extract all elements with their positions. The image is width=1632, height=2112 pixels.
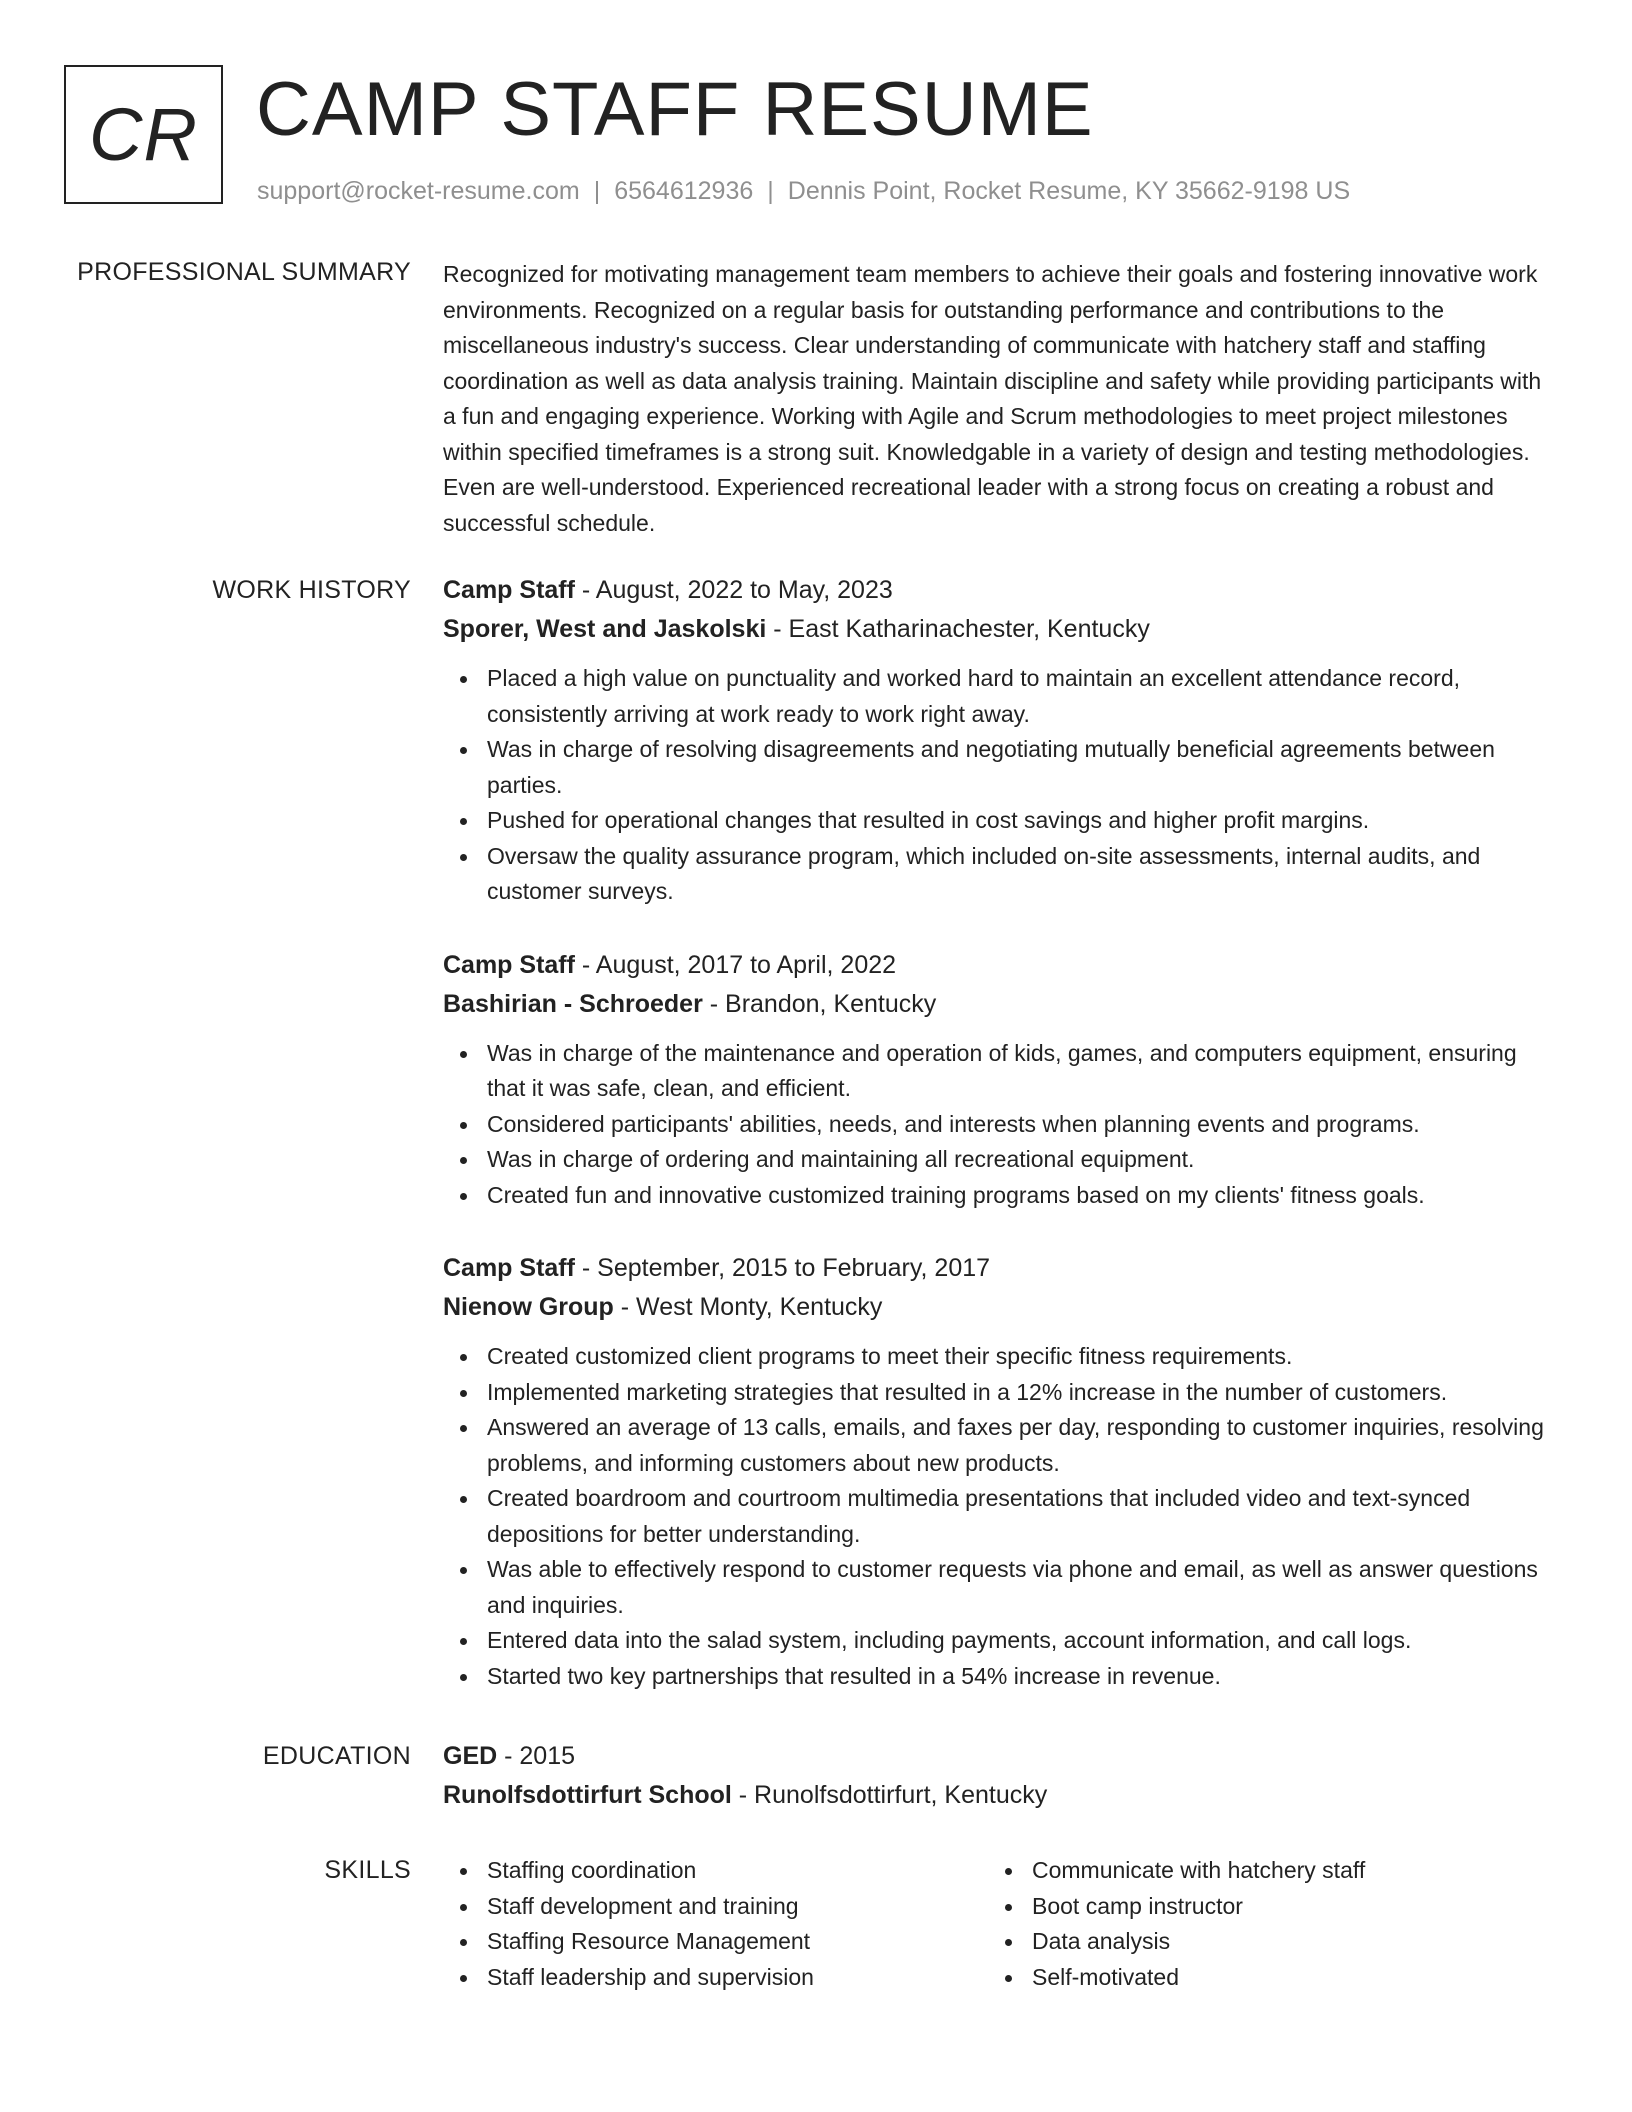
education-body [443, 1737, 1558, 1815]
job-title-line [443, 571, 1558, 610]
skill-item: Communicate with hatchery staff [1032, 1853, 1533, 1889]
job-company: Bashirian - Schroeder [443, 989, 703, 1018]
skills-grid [443, 1853, 1558, 1995]
section-label-education: EDUCATION [262, 1742, 411, 1770]
job-bullet-list [443, 1339, 1558, 1694]
job-dates: - September, 2015 to February, 2017 [574, 1254, 991, 1282]
skill-item: Staff development and training [487, 1889, 988, 1925]
skill-item: Boot camp instructor [1032, 1889, 1533, 1925]
job-location: - Brandon, Kentucky [702, 989, 937, 1018]
job-entry [443, 946, 1558, 1214]
education-school-line [443, 1776, 1558, 1815]
contact-address: Dennis Point, Rocket Resume, KY 35662-9198 US [787, 177, 1351, 205]
job-company-line [443, 1288, 1558, 1327]
skill-item: Data analysis [1032, 1924, 1533, 1960]
job-title: Camp Staff [443, 950, 575, 979]
summary-text: Recognized for motivating management team members to achieve their goals and fostering innovative work environments. Recognized on a regular basis for outstanding performance and contributions to the miscellaneous industry's success. Clear understanding of communicate with hatchery staff and staffing coordination as well as data analysis training. Maintain discipline and safety while providing participants with a fun and engaging experience. Working with Agile and Scrum methodologies to meet project milestones within specified timeframes is a strong suit. Knowledgable in a variety of design and testing methodologies. Even are well-understood. Experienced recreational leader with a strong focus on creating a robust and successful schedule. [443, 261, 1542, 536]
skills-list-left [443, 1853, 988, 1995]
job-company-line [443, 985, 1558, 1024]
job-bullet-item: Was in charge of ordering and maintaining all recreational equipment. [487, 1142, 1558, 1178]
skills-list-right [988, 1853, 1533, 1995]
job-location: - East Katharinachester, Kentucky [766, 615, 1150, 643]
summary-body [443, 257, 1558, 541]
job-bullet-item: Implemented marketing strategies that resulted in a 12% increase in the number of customers. [487, 1375, 1558, 1411]
job-location: - West Monty, Kentucky [613, 1293, 883, 1321]
job-bullet-item: Was in charge of the maintenance and operation of kids, games, and computers equipment, ensuring that it was safe, clean, and efficient. [487, 1036, 1558, 1107]
job-bullet-item: Oversaw the quality assurance program, which included on-site assessments, internal audits, and customer surveys. [487, 839, 1558, 910]
education-location: - Runolfsdottirfurt, Kentucky [731, 1781, 1048, 1809]
skill-item: Staffing coordination [487, 1853, 988, 1889]
job-company-line [443, 610, 1558, 649]
resume-header [64, 65, 1564, 210]
job-bullet-item: Was able to effectively respond to customer requests via phone and email, as well as answer questions and inquiries. [487, 1552, 1558, 1623]
section-label-work-history: WORK HISTORY [212, 576, 411, 604]
skill-item: Staff leadership and supervision [487, 1960, 988, 1996]
section-label-summary: PROFESSIONAL SUMMARY [77, 258, 411, 286]
education-year: - 2015 [497, 1742, 576, 1770]
job-dates: - August, 2022 to May, 2023 [574, 576, 893, 604]
work-history-body [443, 571, 1558, 1730]
section-label-skills: SKILLS [324, 1856, 411, 1884]
skill-item: Self-motivated [1032, 1960, 1533, 1996]
job-title-line [443, 946, 1558, 985]
skills-column-right [988, 1853, 1533, 1995]
job-bullet-item: Placed a high value on punctuality and worked hard to maintain an excellent attendance record, consistently arriving at work ready to work right away. [487, 661, 1558, 732]
job-bullet-item: Answered an average of 13 calls, emails, and faxes per day, responding to customer inquiries, resolving problems, and informing customers about new products. [487, 1410, 1558, 1481]
job-bullet-item: Considered participants' abilities, needs, and interests when planning events and programs. [487, 1107, 1558, 1143]
job-entry [443, 1249, 1558, 1694]
job-bullet-item: Created fun and innovative customized training programs based on my clients' fitness goals. [487, 1178, 1558, 1214]
job-dates: - August, 2017 to April, 2022 [574, 950, 897, 979]
education-degree-line [443, 1737, 1558, 1776]
job-bullet-list [443, 1036, 1558, 1214]
job-company: Sporer, West and Jaskolski [443, 615, 767, 643]
contact-separator: | [593, 177, 601, 205]
skill-item: Staffing Resource Management [487, 1924, 988, 1960]
skills-body [443, 1853, 1558, 1995]
job-bullet-item: Entered data into the salad system, including payments, account information, and call logs. [487, 1623, 1558, 1659]
page-title: CAMP STAFF RESUME [256, 67, 1094, 152]
job-bullet-item: Created customized client programs to meet their specific fitness requirements. [487, 1339, 1558, 1375]
monogram-logo: CR [64, 65, 223, 204]
contact-line [257, 175, 1350, 207]
skills-column-left [443, 1853, 988, 1995]
job-bullet-list [443, 661, 1558, 910]
education-degree: GED [443, 1742, 498, 1770]
contact-phone: 6564612936 [614, 177, 754, 205]
contact-separator: | [767, 177, 774, 205]
job-entry [443, 571, 1558, 910]
contact-email: support@rocket-resume.com [257, 177, 580, 205]
job-bullet-item: Started two key partnerships that resulted in a 54% increase in revenue. [487, 1659, 1558, 1695]
education-school: Runolfsdottirfurt School [443, 1781, 732, 1809]
job-title: Camp Staff [443, 576, 575, 604]
job-title-line [443, 1249, 1558, 1288]
job-company: Nienow Group [443, 1293, 614, 1321]
job-bullet-item: Pushed for operational changes that resulted in cost savings and higher profit margins. [487, 803, 1558, 839]
job-bullet-item: Was in charge of resolving disagreements and negotiating mutually beneficial agreements between parties. [487, 732, 1558, 803]
job-bullet-item: Created boardroom and courtroom multimedia presentations that included video and text-synced depositions for better understanding. [487, 1481, 1558, 1552]
job-title: Camp Staff [443, 1254, 575, 1282]
